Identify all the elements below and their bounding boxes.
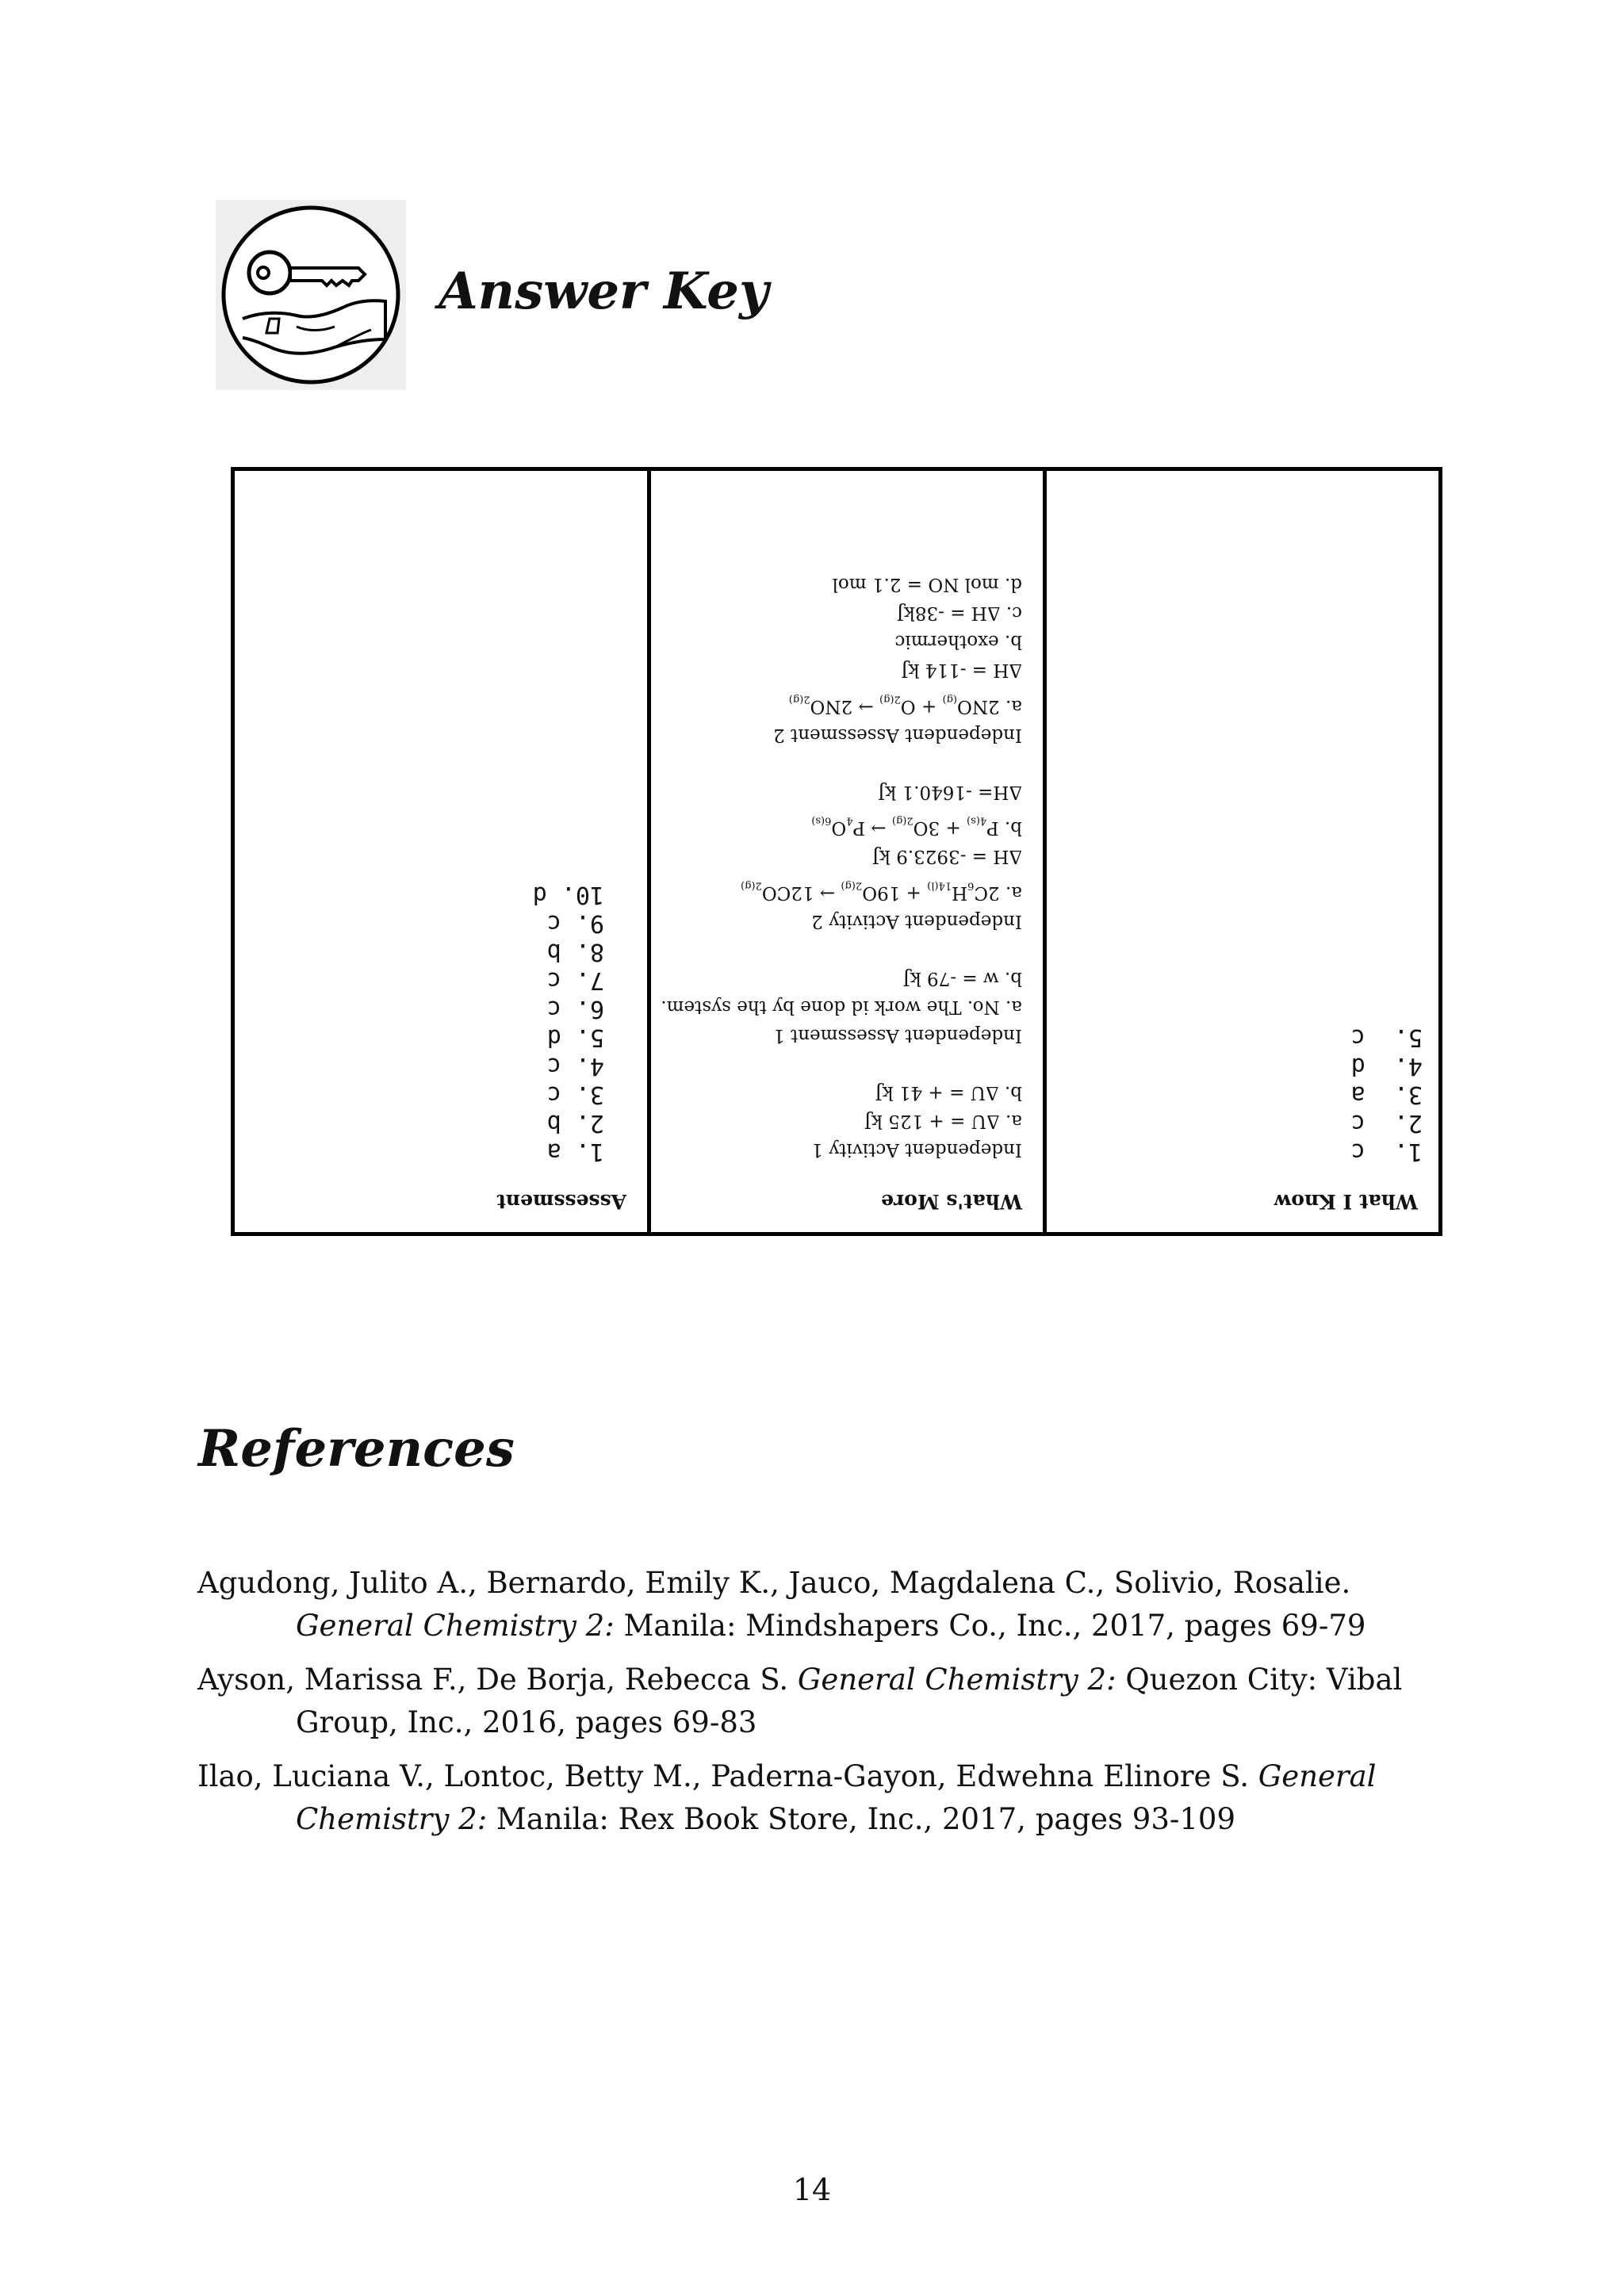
list-item: 2. c (1350, 1109, 1423, 1137)
activity-title: Independent Assessment 1 (773, 1025, 1022, 1046)
list-item: 1. a (546, 1138, 604, 1165)
answer-key-table (231, 467, 1442, 1236)
answer-line: b. w = -79 kJ (902, 968, 1022, 989)
answer-line: a. No. The work id done by the system. (661, 997, 1022, 1017)
list-item: 3. a (1350, 1081, 1423, 1108)
what-i-know-column (1047, 471, 1438, 1232)
answer-line: a. ΔU = + 125 kJ (864, 1111, 1022, 1131)
key-in-hand-icon (216, 200, 406, 390)
reference-entry: Agudong, Julito A., Bernardo, Emily K., Jauco, Magdalena C., Solivio, Rosalie. General Chemistry 2: Manila: Mindshapers Co., Inc., 2017, pages 69-79 (197, 1566, 1366, 1643)
answer-line: ΔH= -1640.1 kJ (878, 781, 1022, 802)
page-number: 14 (792, 2172, 832, 2207)
references-list (197, 1562, 1434, 1852)
whats-more-answers (657, 570, 1022, 1164)
reference-entry: Ilao, Luciana V., Lontoc, Betty M., Paderna-Gayon, Edwehna Elinore S. General Chemistry 2: Manila: Rex Book Store, Inc., 2017, pages 93-109 (197, 1759, 1377, 1836)
list-item: 4. c (546, 1052, 604, 1080)
equation-line: a. $2NO_{(g)} + O_{2(g)} \to 2NO_{2(g)}$ (788, 693, 1022, 717)
what-i-know-answers (1351, 1023, 1423, 1165)
list-item: 5. d (546, 1024, 604, 1051)
list-item: 7. c (546, 966, 604, 994)
whats-more-column (651, 471, 1047, 1232)
answer-line: ΔH = -114 kJ (901, 660, 1022, 681)
list-item: 2. b (546, 1109, 604, 1137)
assessment-heading: Assessment (496, 1190, 626, 1213)
whats-more-heading: What's More (881, 1190, 1022, 1213)
assessment-answers (533, 880, 604, 1165)
answer-key-title: Answer Key (439, 262, 769, 321)
list-item: 6. c (546, 995, 604, 1023)
activity-title: Independent Assessment 2 (773, 724, 1022, 745)
list-item: 5. c (1350, 1024, 1423, 1051)
activity-title: Independent Activity 2 (811, 911, 1022, 932)
list-item: 4. d (1350, 1052, 1423, 1080)
what-i-know-heading: What I Know (1274, 1190, 1418, 1213)
answer-line: c. ΔH = -38kJ (896, 603, 1022, 624)
list-item: 10. d (532, 881, 604, 909)
equation-line: a. $2C_6H_{14(l)} + 19O_{2(g)} \to 12CO_{2(g)}$ (741, 879, 1022, 903)
references-title: References (198, 1419, 515, 1479)
activity-title: Independent Activity 1 (811, 1139, 1022, 1160)
answer-line: ΔH = -3923.9 kJ (871, 846, 1022, 867)
list-item: 9. c (546, 909, 604, 937)
assessment-column (235, 471, 651, 1232)
answer-line: b. ΔU = + 41 kJ (875, 1082, 1022, 1103)
list-item: 3. c (546, 1081, 604, 1108)
answer-line: d. mol NO = 2.1 mol (832, 574, 1022, 595)
list-item: 1. c (1350, 1138, 1423, 1165)
answer-line: b. exothermic (894, 631, 1022, 652)
equation-line: b. $P_{4(s)} + 3O_{2(g)} \to P_4O_{6(s)}$ (811, 814, 1022, 839)
reference-entry: Ayson, Marissa F., De Borja, Rebecca S. General Chemistry 2: Quezon City: Vibal Group, Inc., 2016, pages 69-83 (197, 1663, 1403, 1739)
list-item: 8. b (546, 938, 604, 966)
